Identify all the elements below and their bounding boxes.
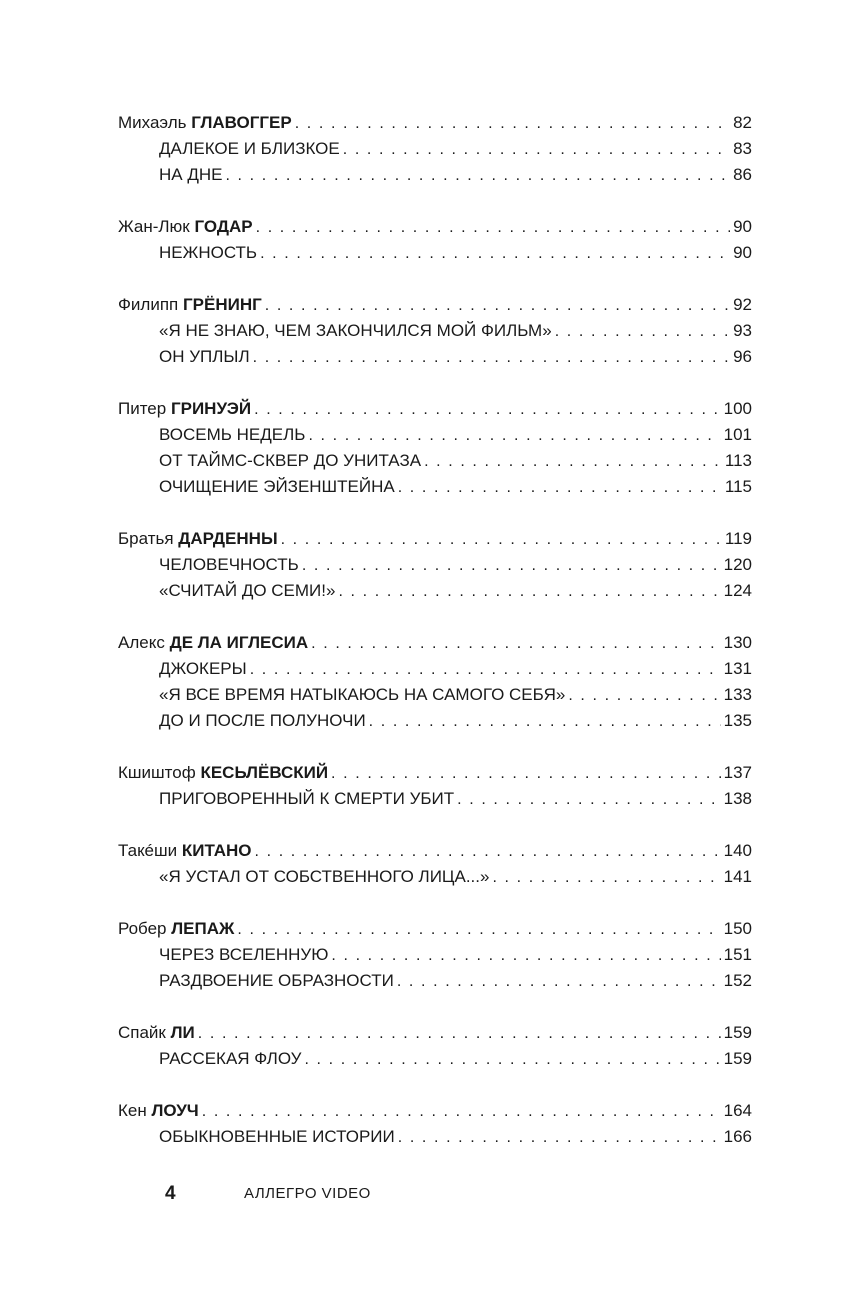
work-title: ЧЕЛОВЕЧНОСТЬ [159,555,299,574]
author-entry [118,399,752,420]
author-last-name: КЕСЬЛЁВСКИЙ [200,763,329,782]
work-entry [159,867,752,888]
page-ref: 100 [723,399,752,418]
page-ref: 113 [724,451,752,470]
dot-leader [308,426,720,446]
author-last-name: ГРИНУЭЙ [170,399,252,418]
page-ref: 101 [723,425,752,444]
author-first-name: Спайк [118,1023,166,1042]
dot-leader [302,556,721,576]
dot-leader [237,920,720,940]
dot-leader [331,946,720,966]
page-ref: 90 [733,217,752,236]
dot-leader [343,140,730,160]
work-title: НА ДНЕ [159,165,223,184]
dot-leader [398,478,722,498]
work-entry [159,477,752,498]
work-title: «Я НЕ ЗНАЮ, ЧЕМ ЗАКОНЧИЛСЯ МОЙ ФИЛЬМ» [159,321,552,340]
work-entry [159,321,752,342]
author-name [118,841,252,861]
page-ref: 135 [723,711,752,730]
series-title: АЛЛЕГРО VIDEO [244,1185,371,1202]
page-ref: 82 [733,113,752,132]
author-first-name: Михаэль [118,113,187,132]
author-last-name: ДАРДЕННЫ [178,529,278,548]
page-ref: 159 [723,1049,752,1068]
page-ref: 159 [723,1023,752,1042]
author-name [118,113,292,133]
dot-leader [198,1024,721,1044]
author-entry [118,217,752,238]
page-ref: 150 [723,919,752,938]
author-name [118,1023,195,1043]
author-entry [118,763,752,784]
dot-leader [260,244,730,264]
author-entry [118,633,752,654]
author-first-name: Филипп [118,295,179,314]
page-ref: 86 [733,165,752,184]
dot-leader [304,1050,720,1070]
page-ref: 141 [723,867,752,886]
author-last-name: ЛОУЧ [151,1101,199,1120]
work-entry [159,1127,752,1148]
author-first-name: Кшиштоф [118,763,196,782]
page-ref: 124 [723,581,752,600]
author-name [118,763,328,783]
author-first-name: Такéши [118,841,178,860]
work-entry [159,1049,752,1070]
dot-leader [492,868,720,888]
work-title: ДАЛЕКОЕ И БЛИЗКОЕ [159,139,340,158]
author-entry [118,919,752,940]
author-first-name: Питер [118,399,167,418]
work-entry [159,139,752,160]
author-first-name: Кен [118,1101,147,1120]
work-title: ВОСЕМЬ НЕДЕЛЬ [159,425,306,444]
author-entry [118,1023,752,1044]
author-name [118,295,262,315]
page-ref: 120 [723,555,752,574]
dot-leader [250,660,721,680]
work-entry [159,945,752,966]
work-entry [159,347,752,368]
dot-leader [256,218,730,238]
author-entry [118,295,752,316]
work-entry [159,425,752,446]
page-ref: 164 [723,1101,752,1120]
dot-leader [265,296,730,316]
dot-leader [311,634,720,654]
work-entry [159,659,752,680]
dot-leader [295,114,730,134]
author-name [118,217,253,237]
author-last-name: ГОДАР [194,217,253,236]
author-name [118,633,308,653]
author-entry [118,841,752,862]
work-title: РАЗДВОЕНИЕ ОБРАЗНОСТИ [159,971,394,990]
page-ref: 133 [723,685,752,704]
author-name [118,919,234,939]
author-last-name: ЛЕПАЖ [171,919,235,938]
author-name [118,529,278,549]
dot-leader [255,842,721,862]
page-ref: 83 [733,139,752,158]
work-title: «Я ВСЕ ВРЕМЯ НАТЫКАЮСЬ НА САМОГО СЕБЯ» [159,685,566,704]
author-entry [118,113,752,134]
work-title: «Я УСТАЛ ОТ СОБСТВЕННОГО ЛИЦА...» [159,867,490,886]
work-title: ПРИГОВОРЕННЫЙ К СМЕРТИ УБИТ [159,789,455,808]
work-entry [159,451,752,472]
work-entry [159,685,752,706]
author-name [118,399,251,419]
page-ref: 130 [723,633,752,652]
dot-leader [555,322,730,342]
dot-leader [202,1102,721,1122]
page-number: 4 [165,1183,176,1204]
page-ref: 166 [723,1127,752,1146]
work-title: ОБЫКНОВЕННЫЕ ИСТОРИИ [159,1127,395,1146]
author-last-name: ГРЁНИНГ [182,295,262,314]
author-entry [118,1101,752,1122]
dot-leader [397,972,721,992]
dot-leader [424,452,722,472]
work-entry [159,711,752,732]
dot-leader [225,166,730,186]
page-ref: 96 [733,347,752,366]
page-ref: 138 [723,789,752,808]
author-first-name: Робер [118,919,167,938]
page-ref: 92 [733,295,752,314]
work-title: ЧЕРЕЗ ВСЕЛЕННУЮ [159,945,329,964]
work-title: РАССЕКАЯ ФЛОУ [159,1049,302,1068]
work-entry [159,971,752,992]
page-ref: 137 [723,763,752,782]
work-title: ДЖОКЕРЫ [159,659,247,678]
work-title: ДО И ПОСЛЕ ПОЛУНОЧИ [159,711,366,730]
page-ref: 93 [733,321,752,340]
dot-leader [281,530,722,550]
dot-leader [398,1128,721,1148]
work-title: ОН УПЛЫЛ [159,347,250,366]
work-title: ОЧИЩЕНИЕ ЭЙЗЕНШТЕЙНА [159,477,395,496]
author-last-name: ГЛАВОГГЕР [191,113,292,132]
author-last-name: КИТАНО [181,841,252,860]
author-name [118,1101,199,1121]
author-first-name: Алекс [118,633,165,652]
page-ref: 151 [723,945,752,964]
dot-leader [254,400,721,420]
author-last-name: ЛИ [170,1023,195,1042]
author-first-name: Братья [118,529,174,548]
dot-leader [253,348,730,368]
dot-leader [338,582,720,602]
dot-leader [568,686,720,706]
work-entry [159,243,752,264]
page-ref: 140 [723,841,752,860]
author-entry [118,529,752,550]
work-entry [159,555,752,576]
author-last-name: ДЕ ЛА ИГЛЕСИА [169,633,309,652]
dot-leader [331,764,721,784]
page-ref: 90 [733,243,752,262]
work-entry [159,165,752,186]
work-title: НЕЖНОСТЬ [159,243,258,262]
work-entry [159,789,752,810]
work-entry [159,581,752,602]
page-ref: 119 [724,529,752,548]
page-ref: 115 [724,477,752,496]
page-ref: 152 [723,971,752,990]
work-title: «СЧИТАЙ ДО СЕМИ!» [159,581,336,600]
dot-leader [457,790,720,810]
author-first-name: Жан-Люк [118,217,190,236]
dot-leader [369,712,721,732]
page-ref: 131 [723,659,752,678]
work-title: ОТ ТАЙМС-СКВЕР ДО УНИТАЗА [159,451,422,470]
